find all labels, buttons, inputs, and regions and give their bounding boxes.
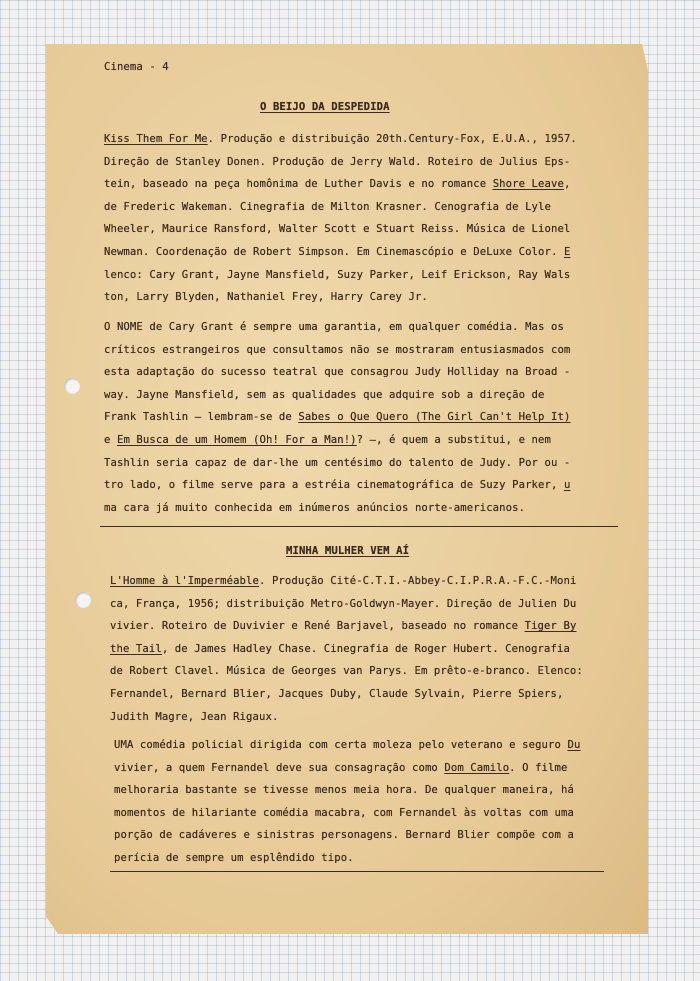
text-line [104, 316, 564, 339]
underlined-title: Em Busca de um Homem (Oh! For a Man!) [116, 434, 357, 446]
text-run: e [104, 434, 117, 446]
text-run: way. Jayne Mansfield, sem as qualidades que adquire sob a direção de [104, 388, 545, 401]
text-run: ma cara já muito conhecida em inúmeros anúncios norte-americanos. [104, 501, 526, 514]
text-line [114, 779, 574, 802]
text-line [104, 196, 551, 219]
text-line [104, 286, 428, 309]
text-line [104, 361, 570, 384]
review-1-title: O BEIJO DA DESPEDIDA [260, 101, 390, 113]
text-line [104, 173, 570, 196]
text-run: Tashlin seria capaz de dar-lhe um centésimo do talento de Judy. Por ou - [104, 456, 571, 469]
text-run: momentos de hilariante comédia macabra, com Fernandel às voltas com uma [114, 806, 574, 819]
text-line [110, 615, 576, 638]
text-line [104, 241, 570, 264]
punch-hole-top [64, 378, 80, 394]
text-run: vivier. Roteiro de Duvivier e René Barjavel, baseado no romance [110, 620, 525, 633]
text-run: melhoraria bastante se tivesse menos meia hora. De qualquer maneira, há [114, 784, 574, 797]
text-line [104, 151, 570, 174]
text-line [104, 452, 570, 475]
underlined-title: Tiger By [524, 620, 577, 633]
text-line [114, 757, 567, 780]
page-header: Cinema - 4 [104, 61, 169, 73]
divider-1 [100, 526, 618, 527]
text-line [104, 429, 551, 452]
text-run: Judith Magre, Jean Rigaux. [110, 710, 279, 723]
text-run: , de James Hadley Chase. Cinegrafia de Roger Hubert. Cenografia [161, 642, 570, 655]
underlined-title: u [563, 479, 571, 492]
text-line [104, 406, 570, 429]
text-run: ca, França, 1956; distribuição Metro-Goldwyn-Mayer. Direção de Julien Du [110, 597, 577, 610]
text-run: vivier, a quem Fernandel deve sua consagração como [114, 761, 445, 774]
text-line [104, 497, 525, 520]
divider-2 [110, 871, 604, 872]
text-run: porção de cadáveres e sinistras personagens. Bernard Blier compõe com a [114, 829, 574, 842]
review-2-title: MINHA MULHER VEM AÍ [286, 545, 410, 557]
text-run: UMA comédia policial dirigida com certa moleza pelo veterano e seguro [114, 739, 568, 751]
text-run: esta adaptação do sucesso teatral que consagrou Judy Holliday na Broad - [104, 366, 571, 379]
text-run: Newman. Coordenação de Robert Simpson. Em Cinemascópio e DeLuxe Color. [104, 246, 564, 258]
underlined-title: L'Homme à l'Imperméable [110, 575, 259, 587]
underlined-title: Sabes o Que Quero (The Girl Can't Help It) [298, 411, 571, 424]
underlined-title: Du [567, 739, 581, 751]
text-line [104, 218, 570, 241]
underlined-title: the Tail [110, 642, 162, 655]
text-run: Frank Tashlin — lembram-se de [104, 411, 299, 424]
text-run: . O filme [509, 761, 568, 774]
text-line [114, 824, 574, 847]
text-run: tein, baseado na peça homônima de Luther Davis e no romance [104, 178, 493, 191]
text-line [104, 128, 577, 151]
text-run: Wheeler, Maurice Ransford, Walter Scott e Stuart Reiss. Música de Lionel [104, 223, 571, 236]
text-run: perícia de sempre um esplêndido tipo. [114, 852, 354, 864]
text-run: ? —, é quem a substitui, e nem [356, 434, 551, 446]
punch-hole-bottom [75, 592, 91, 608]
text-run: ton, Larry Blyden, Nathaniel Frey, Harry Carey Jr. [104, 291, 428, 304]
text-line [104, 339, 570, 362]
text-run: . Produção e distribuição 20th.Century-Fox, E.U.A., 1957. [207, 133, 577, 145]
text-line [110, 638, 570, 661]
underlined-title: E [563, 246, 571, 258]
text-run: lenco: Cary Grant, Jayne Mansfield, Suzy Parker, Leif Erickson, Ray Wals [104, 268, 571, 281]
underlined-title: Kiss Them For Me [104, 133, 208, 145]
text-line [110, 593, 576, 616]
text-run: O NOME de Cary Grant é sempre uma garantia, em qualquer comédia. Mas os [104, 321, 564, 333]
text-run: de Frederic Wakeman. Cinegrafia de Milton Krasner. Cenografia de Lyle [104, 200, 551, 213]
text-line [110, 660, 583, 683]
text-run: Direção de Stanley Donen. Produção de Jerry Wald. Roteiro de Julius Eps- [104, 155, 571, 168]
text-run: . Produção Cité-C.T.I.-Abbey-C.I.P.R.A.-F.C.-Moni [259, 575, 577, 587]
text-line [104, 264, 570, 287]
text-line [104, 384, 545, 407]
text-line [110, 706, 278, 729]
text-run: de Robert Clavel. Música de Georges van Parys. Em prêto-e-branco. Elenco: [110, 665, 583, 678]
text-run: , [563, 178, 571, 191]
text-line [104, 474, 570, 497]
text-line [114, 802, 574, 825]
underlined-title: Shore Leave [492, 178, 564, 191]
underlined-title: Dom Camilo [444, 761, 510, 774]
text-run: tro lado, o filme serve para a estréia cinematográfica de Suzy Parker, [104, 479, 564, 492]
text-line [110, 683, 563, 706]
text-line [110, 570, 576, 593]
text-line [114, 734, 580, 757]
text-run: Fernandel, Bernard Blier, Jacques Duby, Claude Sylvain, Pierre Spiers, [110, 688, 564, 700]
text-run: críticos estrangeiros que consultamos não se mostraram entusiasmados com [104, 343, 571, 356]
text-line [114, 847, 354, 870]
